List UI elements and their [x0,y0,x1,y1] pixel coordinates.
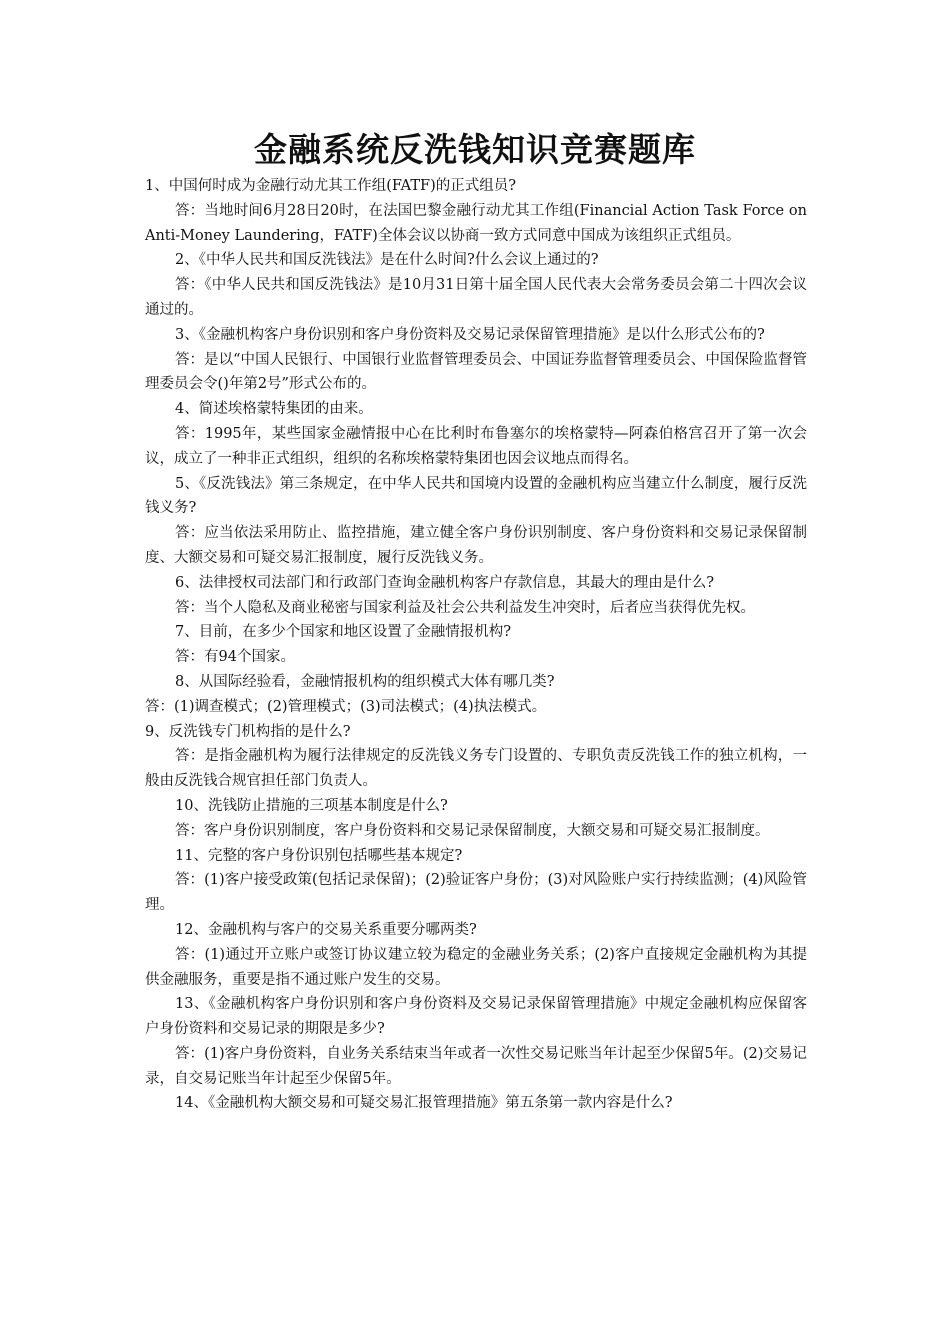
question-paragraph: 7、目前，在多少个国家和地区设置了金融情报机构? [175,624,511,641]
answer-paragraph: 答：客户身份识别制度，客户身份资料和交易记录保留制度，大额交易和可疑交易汇报制度。 [175,822,770,839]
question-paragraph: 5、《反洗钱法》第三条规定，在中华人民共和国境内设置的金融机构应当建立什么制度，履行反洗钱义务? [145,475,807,517]
question-paragraph: 4、简述埃格蒙特集团的由来。 [175,401,373,418]
document-body [145,174,807,1116]
answer-paragraph: 答：《中华人民共和国反洗钱法》是10月31日第十届全国人民代表大会常务委员会第二十四次会议通过的。 [145,277,807,318]
answer-paragraph: 答：(1)通过开立账户或签订协议建立较为稳定的金融业务关系；(2)客户直接规定金融机构为其提供金融服务，重要是指不通过账户发生的交易。 [145,946,807,988]
document-title: 金融系统反洗钱知识竞赛题库 [254,130,696,169]
answer-paragraph: 答：有94个国家。 [175,649,295,666]
question-paragraph: 2、《中华人民共和国反洗钱法》是在什么时间?什么会议上通过的? [175,252,599,269]
question-paragraph: 1、中国何时成为金融行动尤其工作组(FATF)的正式组员? [145,178,517,194]
question-paragraph: 12、金融机构与客户的交易关系重要分哪两类? [175,921,477,938]
answer-paragraph: 答：当个人隐私及商业秘密与国家利益及社会公共利益发生冲突时，后者应当获得优先权。 [175,599,755,616]
answer-paragraph: 答：(1)客户接受政策(包括记录保留)；(2)验证客户身份；(3)对风险账户实行持续监测；(4)风险管理。 [145,872,807,914]
answer-paragraph: 答：1995年，某些国家金融情报中心在比利时布鲁塞尔的埃格蒙特—阿森伯格宫召开了第一次会议，成立了一种非正式组织，组织的名称埃格蒙特集团也因会议地点而得名。 [145,425,807,467]
answer-paragraph: 答：当地时间6月28日20时，在法国巴黎金融行动尤其工作组(Financial Action Task Force on Anti-Money Laundering，FATF)全体会议以协商一致方式同意中国成为该组织正式组员。 [145,202,807,244]
answer-paragraph: 答：(1)客户身份资料，自业务关系结束当年或者一次性交易记账当年计起至少保留5年。(2)交易记录，自交易记账当年计起至少保留5年。 [145,1045,807,1087]
question-paragraph: 8、从国际经验看，金融情报机构的组织模式大体有哪几类? [175,673,555,690]
answer-paragraph: 答：(1)调查模式；(2)管理模式；(3)司法模式；(4)执法模式。 [145,698,547,715]
question-paragraph: 9、反洗钱专门机构指的是什么? [145,723,351,740]
answer-paragraph: 答：应当依法采用防止、监控措施，建立健全客户身份识别制度、客户身份资料和交易记录保留制度、大额交易和可疑交易汇报制度，履行反洗钱义务。 [145,525,807,566]
question-paragraph: 6、法律授权司法部门和行政部门查询金融机构客户存款信息，其最大的理由是什么? [175,574,714,591]
question-paragraph: 3、《金融机构客户身份识别和客户身份资料及交易记录保留管理措施》是以什么形式公布的? [175,326,765,343]
answer-paragraph: 答：是指金融机构为履行法律规定的反洗钱义务专门设置的、专职负责反洗钱工作的独立机构，一般由反洗钱合规官担任部门负责人。 [145,748,807,790]
question-paragraph: 10、洗钱防止措施的三项基本制度是什么? [175,797,448,814]
question-paragraph: 14、《金融机构大额交易和可疑交易汇报管理措施》第五条第一款内容是什么? [175,1095,673,1112]
answer-paragraph: 答：是以“中国人民银行、中国银行业监督管理委员会、中国证券监督管理委员会、中国保险监督管理委员会令()年第2号”形式公布的。 [145,351,807,393]
question-paragraph: 13、《金融机构客户身份识别和客户身份资料及交易记录保留管理措施》中规定金融机构应保留客户身份资料和交易记录的期限是多少? [145,996,807,1038]
question-paragraph: 11、完整的客户身份识别包括哪些基本规定? [175,847,463,864]
